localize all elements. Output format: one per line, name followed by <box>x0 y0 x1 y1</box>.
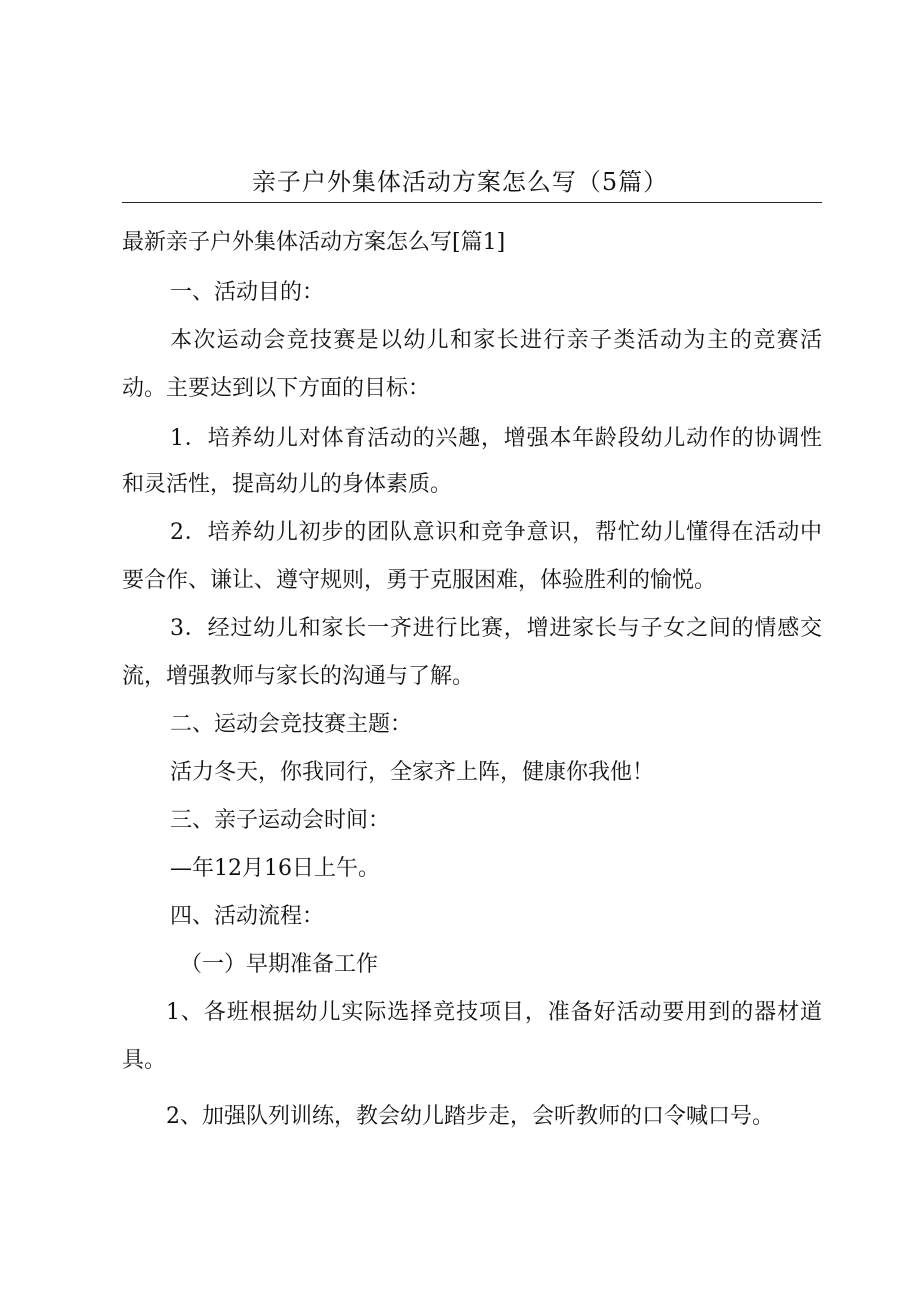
section-heading: 最新亲子户外集体活动方案怎么写[篇1] <box>122 230 506 255</box>
paragraph-line: 活力冬天，你我同行，全家齐上阵，健康你我他！ <box>170 760 655 785</box>
title-underline <box>122 202 822 203</box>
paragraph-line: 2、加强队列训练，教会幼儿踏步走，会听教师的口令喊口号。 <box>166 1104 774 1129</box>
paragraph-line: 2．培养幼儿初步的团队意识和竞争意识，帮忙幼儿懂得在活动中 <box>170 520 822 545</box>
paragraph-line: 和灵活性，提高幼儿的身体素质。 <box>122 472 453 497</box>
document-title: 亲子户外集体活动方案怎么写（5篇） <box>251 168 669 196</box>
paragraph-line: —年12月16日上午。 <box>170 856 380 881</box>
paragraph-line: 二、运动会竞技赛主题： <box>170 712 413 737</box>
paragraph-line: 3．经过幼儿和家长一齐进行比赛，增进家长与子女之间的情感交 <box>170 616 822 641</box>
paragraph-line: （一）早期准备工作 <box>180 952 379 977</box>
paragraph-line: 1、各班根据幼儿实际选择竞技项目，准备好活动要用到的器材道 <box>166 1000 822 1025</box>
paragraph-line: 一、活动目的： <box>170 280 325 305</box>
paragraph-line: 本次运动会竞技赛是以幼儿和家长进行亲子类活动为主的竞赛活 <box>170 328 822 353</box>
paragraph-line: 1．培养幼儿对体育活动的兴趣，增强本年龄段幼儿动作的协调性 <box>170 426 822 451</box>
paragraph-line: 三、亲子运动会时间： <box>170 808 391 833</box>
paragraph-line: 流，增强教师与家长的沟通与了解。 <box>122 664 475 689</box>
paragraph-line: 具。 <box>122 1048 167 1073</box>
paragraph-line: 四、活动流程： <box>170 904 325 929</box>
paragraph-line: 动。主要达到以下方面的目标： <box>122 376 431 401</box>
paragraph-line: 要合作、谦让、遵守规则，勇于克服困难，体验胜利的愉悦。 <box>122 568 717 593</box>
